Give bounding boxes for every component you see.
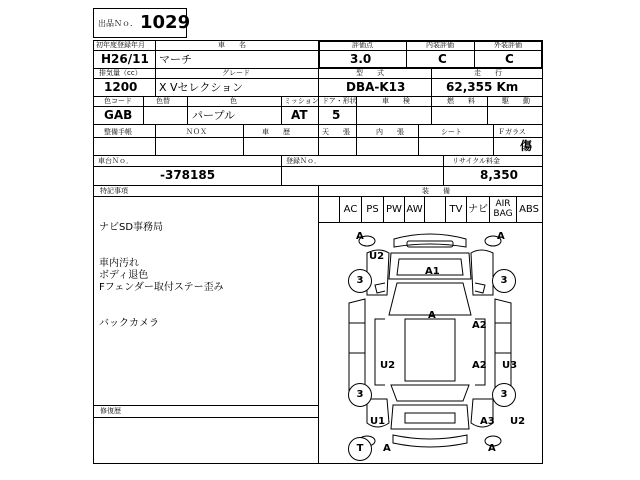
equip-tv: TV (449, 204, 463, 215)
doors-value: 5 (332, 108, 341, 122)
equipment-header: 装 備 (422, 187, 450, 195)
manual-label: 整備手帳 (104, 128, 132, 136)
note-line: ボディ退色 (99, 270, 149, 281)
lot-box (93, 8, 191, 38)
mark-a-rear-right: A (488, 443, 496, 454)
recycle-label: リサイクル料金 (452, 157, 501, 165)
equip-ps: PS (366, 204, 379, 215)
equip-pw: PW (386, 204, 402, 215)
note-line: バックカメラ (99, 318, 159, 329)
note-line (99, 246, 314, 258)
displacement-value: 1200 (104, 80, 138, 94)
lot-label: 出品Ｎｏ． (98, 19, 138, 28)
first-reg-label: 初年度登録年月 (96, 41, 145, 49)
mark-tire-rl: 3 (348, 383, 372, 407)
mark-a-front-right: A (497, 231, 505, 242)
glass-label: Ｆガラス (498, 128, 526, 136)
equip-aw: AW (406, 204, 423, 215)
mark-a-front-left: A (356, 231, 364, 242)
notes-list (99, 222, 314, 330)
mileage-value: 62,355 Km (446, 80, 519, 94)
sunroof-label: 天 張 (322, 128, 350, 136)
grade-label: グレード (222, 69, 250, 77)
mark-u2-front: U2 (369, 251, 385, 262)
color-swap-label: 色替 (156, 97, 170, 105)
transmission-label: ミッション (284, 97, 319, 105)
inspection-label: 車 検 (382, 97, 410, 105)
mark-tire-fr: 3 (492, 269, 516, 293)
notes-header: 特記事項 (100, 187, 128, 195)
note-line: Fフェンダー取付ステー歪み (99, 282, 224, 293)
equip-navi: ナビ (468, 204, 488, 215)
nox-label: ＮＯＸ (186, 128, 207, 136)
color-label: 色 (230, 97, 237, 105)
reg-no-label: 登録Ｎｏ． (286, 157, 321, 165)
color-value: パープル (192, 109, 236, 122)
history-label: 車 歴 (262, 128, 290, 136)
mark-u3: U3 (502, 360, 518, 371)
model-value: DBA-K13 (346, 80, 406, 94)
mileage-label: 走 行 (474, 69, 502, 77)
exterior-label: 外装評価 (494, 41, 522, 49)
transmission-value: AT (291, 108, 308, 122)
interior-roof-label: 内 張 (376, 128, 404, 136)
score-value: 3.0 (350, 52, 372, 66)
chassis-value: -378185 (160, 168, 216, 182)
mark-a1: A1 (425, 266, 440, 277)
note-line (99, 234, 314, 246)
first-reg-value: H26/11 (101, 52, 149, 66)
mark-a3: A3 (480, 416, 495, 427)
mark-a2-right: A2 (472, 320, 487, 331)
exterior-value: C (505, 52, 514, 66)
color-code-value: GAB (104, 108, 133, 122)
mark-a-rear-left: A (383, 443, 391, 454)
interior-value: C (438, 52, 447, 66)
fuel-label: 燃 料 (447, 97, 475, 105)
equip-ac: AC (343, 204, 358, 215)
model-label: 型 式 (356, 69, 384, 77)
mark-u2-left: U2 (380, 360, 396, 371)
note-line (99, 306, 314, 318)
note-line: ナビSD事務局 (99, 222, 164, 233)
color-code-label: 色コード (104, 97, 132, 105)
mark-u1: U1 (370, 416, 386, 427)
chassis-label: 車台Ｎｏ． (98, 157, 133, 165)
glass-value: 傷 (520, 139, 533, 153)
drive-label: 駆 動 (502, 97, 530, 105)
note-line: 車内汚れ (99, 258, 139, 269)
mark-tire-fl: 3 (348, 269, 372, 293)
equip-airbag: AIR BAG (493, 199, 513, 219)
car-name-value: マーチ (159, 53, 192, 66)
displacement-label: 排気量（cc） (99, 69, 142, 77)
equip-abs: ABS (519, 204, 539, 215)
mark-a-roof: A (428, 310, 436, 321)
grade-value: X Vセレクション (159, 81, 244, 94)
recycle-value: 8,350 (480, 168, 518, 182)
mark-u2-rear: U2 (510, 416, 526, 427)
mark-spare-tire: T (348, 437, 372, 461)
note-line (99, 294, 314, 306)
repair-header: 修復歴 (100, 407, 121, 415)
seat-label: シート (441, 128, 462, 136)
doors-label: ドア・形状 (322, 97, 357, 105)
mark-a2-rear-right: A2 (472, 360, 487, 371)
car-name-label: 車 名 (218, 41, 246, 49)
car-diagram (319, 223, 541, 463)
score-label: 評価点 (352, 41, 373, 49)
mark-tire-rr: 3 (492, 383, 516, 407)
interior-label: 内装評価 (426, 41, 454, 49)
lot-number: 1029 (140, 12, 191, 33)
